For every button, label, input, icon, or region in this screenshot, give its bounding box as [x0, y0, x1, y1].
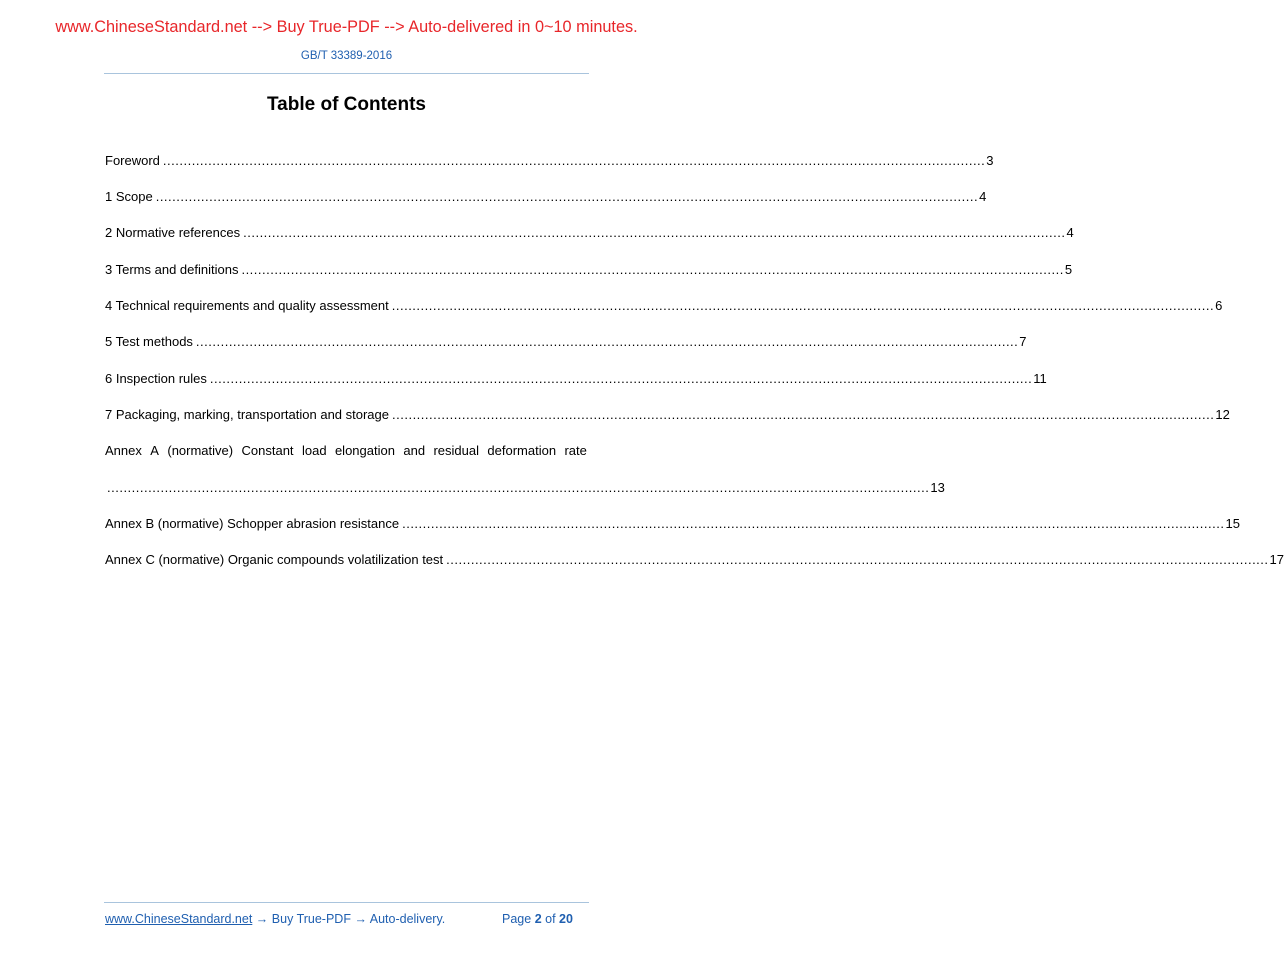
toc-word: rate [564, 443, 587, 458]
toc-entry-label: Annex B (normative) Schopper abrasion resistance [105, 516, 400, 531]
toc-leader-dots: ........................................................................................................................................................................................................ [391, 298, 1215, 313]
toc-leader-dots: ........................................................................................................................................................................................................ [107, 480, 930, 495]
toc-word: and [403, 443, 426, 458]
toc-entry-technical-requirements[interactable] [105, 298, 1223, 314]
toc-entry-foreword[interactable] [105, 153, 994, 169]
toc-entry-page: 12 [1215, 407, 1230, 422]
footer-site-link[interactable]: www.ChineseStandard.net [105, 912, 253, 926]
toc-entry-page: 4 [1066, 225, 1074, 240]
toc-leader-dots: ........................................................................................................................................................................................................ [155, 189, 979, 204]
current-page-number: 2 [534, 912, 542, 926]
toc-entry-normative-references[interactable] [105, 225, 1074, 241]
toc-leader-dots: ........................................................................................................................................................................................................ [195, 334, 1019, 349]
toc-entry-label: 4 Technical requirements and quality assessment [105, 298, 389, 313]
toc-entry-annex-a-label[interactable] [105, 443, 587, 459]
toc-entry-annex-c[interactable] [105, 552, 1284, 568]
toc-entry-label: 7 Packaging, marking, transportation and storage [105, 407, 390, 422]
arrow-right-icon: → [255, 912, 269, 926]
toc-word: (normative) [167, 443, 234, 458]
toc-entry-label: 5 Test methods [105, 334, 193, 349]
toc-entry-label: Annex C (normative) Organic compounds volatilization test [105, 552, 444, 567]
toc-entry-page: 4 [979, 189, 987, 204]
of-word: of [545, 912, 556, 926]
toc-entry-page: 17 [1269, 552, 1284, 567]
toc-word: A [150, 443, 159, 458]
toc-leader-dots: ........................................................................................................................................................................................................ [241, 262, 1064, 277]
top-banner[interactable]: www.ChineseStandard.net --> Buy True-PDF --> Auto-delivered in 0~10 minutes. [55, 18, 638, 36]
page-indicator [502, 912, 573, 926]
toc-leader-dots: ........................................................................................................................................................................................................ [446, 552, 1269, 567]
toc-entry-page: 5 [1064, 262, 1073, 277]
toc-entry-page: 11 [1033, 371, 1047, 386]
toc-entry-page: 6 [1215, 298, 1223, 313]
toc-entry-packaging[interactable] [105, 407, 1230, 423]
toc-entry-test-methods[interactable] [105, 334, 1027, 350]
toc-entry-page: 3 [986, 153, 994, 168]
toc-word: residual [433, 443, 479, 458]
toc-word: load [301, 443, 327, 458]
toc-entry-page: 7 [1019, 334, 1027, 349]
toc-leader-dots: ........................................................................................................................................................................................................ [392, 407, 1215, 422]
toc-word: Annex [105, 443, 142, 458]
toc-entry-page: 13 [930, 480, 945, 495]
toc-leader-dots: ........................................................................................................................................................................................................ [243, 225, 1066, 240]
footer-divider [104, 902, 589, 903]
footer-delivery-text: Auto-delivery. [369, 912, 446, 926]
toc-leader-dots: ........................................................................................................................................................................................................ [402, 516, 1225, 531]
toc-word: Constant [241, 443, 294, 458]
toc-entry-scope[interactable] [105, 189, 987, 205]
toc-entry-terms-definitions[interactable] [105, 262, 1073, 278]
arrow-right-icon: → [354, 912, 367, 926]
toc-leader-dots: ........................................................................................................................................................................................................ [209, 371, 1033, 386]
toc-leader-dots: ........................................................................................................................................................................................................ [162, 153, 986, 168]
toc-entry-annex-b[interactable] [105, 516, 1240, 532]
footer-buy-link[interactable]: Buy True-PDF [271, 912, 351, 926]
toc-entry-inspection-rules[interactable] [105, 371, 1047, 387]
toc-word: deformation [487, 443, 557, 458]
toc-entry-annex-a[interactable] [107, 480, 945, 496]
toc-entry-label: 1 Scope [105, 189, 153, 204]
page-word: Page [502, 912, 532, 926]
page-title: Table of Contents [266, 94, 427, 115]
toc-entry-label: 2 Normative references [105, 225, 241, 240]
toc-entry-label: Foreword [105, 153, 160, 168]
document-id: GB/T 33389-2016 [300, 50, 393, 62]
total-page-number: 20 [559, 912, 573, 926]
toc-word: elongation [334, 443, 395, 458]
toc-entry-label: 3 Terms and definitions [105, 262, 239, 277]
header-divider [104, 73, 589, 74]
toc-entry-label: 6 Inspection rules [105, 371, 207, 386]
footer-links [105, 912, 445, 926]
toc-entry-page: 15 [1225, 516, 1240, 531]
